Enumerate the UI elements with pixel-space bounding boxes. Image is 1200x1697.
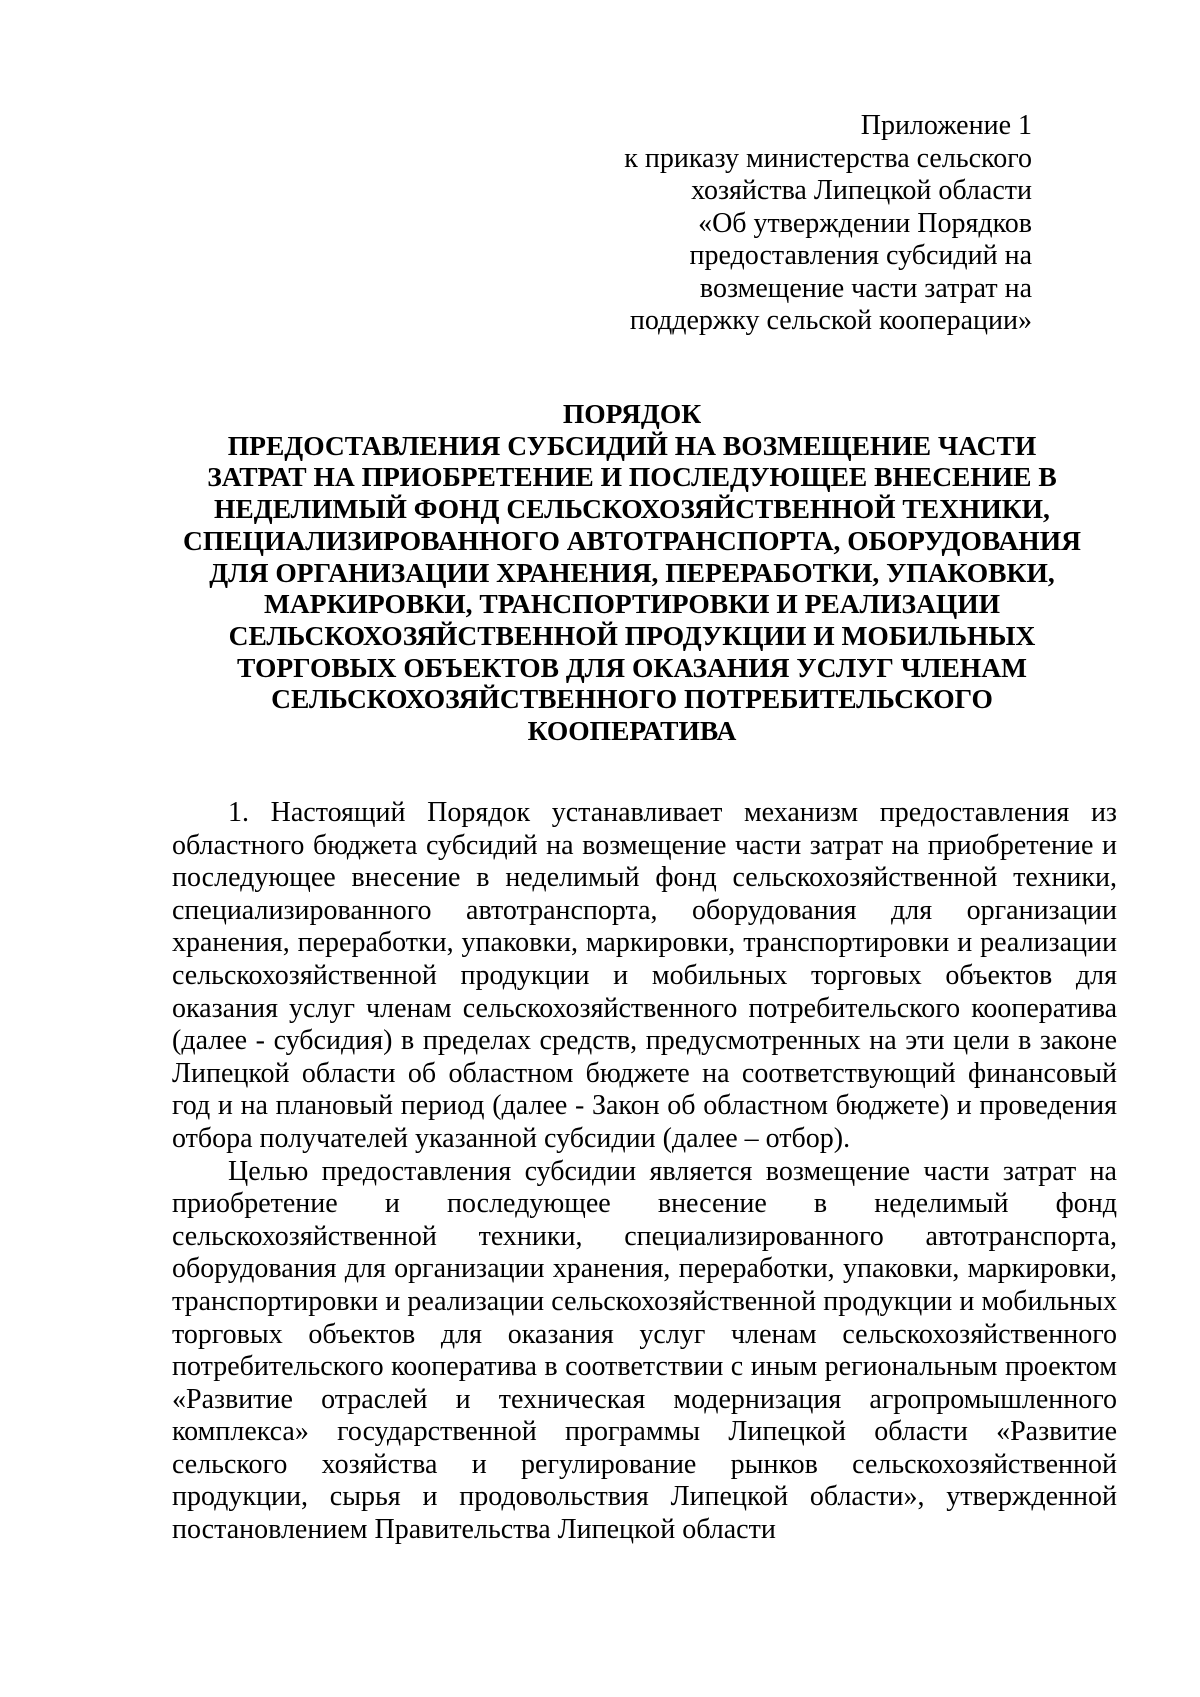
appendix-line: хозяйства Липецкой области	[691, 175, 1032, 206]
appendix-line: Приложение 1	[860, 110, 1032, 141]
appendix-line: «Об утверждении Порядков	[698, 207, 1032, 239]
title-line: СПЕЦИАЛИЗИРОВАННОГО АВТОТРАНСПОРТА, ОБОРУДОВАНИЯ	[183, 524, 1081, 556]
title-line: СЕЛЬСКОХОЗЯЙСТВЕННОГО ПОТРЕБИТЕЛЬСКОГО	[271, 683, 993, 715]
title-line: ТОРГОВЫХ ОБЪЕКТОВ ДЛЯ ОКАЗАНИЯ УСЛУГ ЧЛЕНАМ	[236, 651, 1028, 683]
title-line: ДЛЯ ОРГАНИЗАЦИИ ХРАНЕНИЯ, ПЕРЕРАБОТКИ, УПАКОВКИ,	[209, 556, 1055, 588]
body-paragraph: 1. Настоящий Порядок устанавливает механизм предоставления из областного бюджета субсидий на возмещение части затрат на приобретение и последующее внесение в неделимый фонд сельскохозяйственной техники, специализированного автотранспорта, оборудования для организации хранения, переработки, упаковки, маркировки, транспортировки и реализации сельскохозяйственной продукции и мобильных торговых объектов для оказания услуг членам сельскохозяйственного потребительского кооператива (далее - субсидия) в пределах средств, предусмотренных на эти цели в законе Липецкой области об областном бюджете на соответствующий финансовый год и на плановый период (далее - Закон об областном бюджете) и проведения отбора получателей указанной субсидии (далее – отбор).	[172, 797, 1117, 1154]
title-line: МАРКИРОВКИ, ТРАНСПОРТИРОВКИ И РЕАЛИЗАЦИИ	[263, 588, 1001, 620]
body-paragraph: Целью предоставления субсидии является возмещение части затрат на приобретение и последующее внесение в неделимый фонд сельскохозяйственной техники, специализированного автотранспорта, оборудования для организации хранения, переработки, упаковки, маркировки, транспортировки и реализации сельскохозяйственной продукции и мобильных торговых объектов для оказания услуг членам сельскохозяйственного потребительского кооператива в соответствии с иным региональным проектом «Развитие отраслей и техническая модернизация агропромышленного комплекса» государственной программы Липецкой области «Развитие сельского хозяйства и регулирование рынков сельскохозяйственной продукции, сырья и продовольствия Липецкой области», утвержденной постановлением Правительства Липецкой области	[172, 1155, 1117, 1546]
title-line: КООПЕРАТИВА	[527, 715, 737, 747]
appendix-line: предоставления субсидий на	[689, 240, 1032, 271]
appendix-line: возмещение части затрат на	[699, 272, 1032, 304]
title-line: НЕДЕЛИМЫЙ ФОНД СЕЛЬСКОХОЗЯЙСТВЕННОЙ ТЕХНИКИ,	[214, 493, 1050, 525]
title-line: ПОРЯДОК	[562, 398, 702, 429]
appendix-line: поддержку сельской кооперации»	[629, 305, 1032, 336]
appendix-line: к приказу министерства сельского	[624, 142, 1032, 174]
document-title	[160, 398, 1104, 747]
title-line: ПРЕДОСТАВЛЕНИЯ СУБСИДИЙ НА ВОЗМЕЩЕНИЕ ЧАСТИ	[227, 429, 1037, 461]
document-body	[172, 797, 1117, 1547]
appendix-header	[512, 110, 1032, 338]
title-line: ЗАТРАТ НА ПРИОБРЕТЕНИЕ И ПОСЛЕДУЮЩЕЕ ВНЕСЕНИЕ В	[207, 461, 1057, 493]
title-line: СЕЛЬСКОХОЗЯЙСТВЕННОЙ ПРОДУКЦИИ И МОБИЛЬНЫХ	[228, 619, 1036, 651]
